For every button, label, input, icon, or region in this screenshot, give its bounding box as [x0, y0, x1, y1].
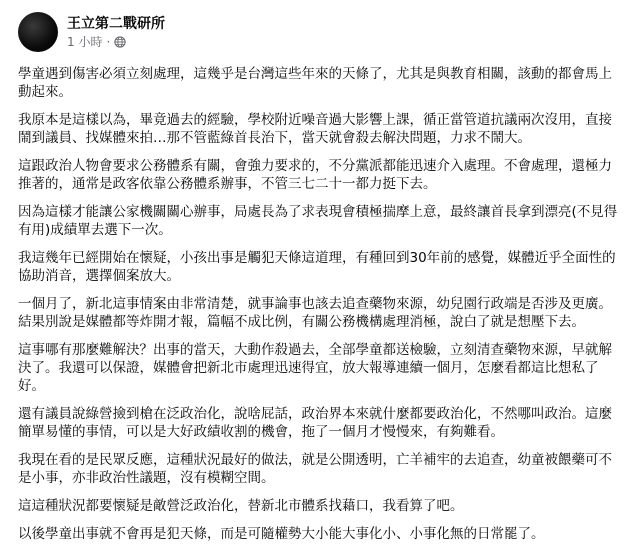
post-paragraph: 因為這樣才能讓公家機關關心辦事，局處長為了求表現會積極揣摩上意，最終讓首長拿到漂亮(不見得有用)成績單去選下一次。 [18, 204, 618, 238]
post-timestamp[interactable]: 1 小時 [67, 34, 103, 49]
post-paragraph: 以後學童出事就不會再是犯天條，而是可隨權勢大小能大事化小、小事化無的日常罷了。 [18, 526, 545, 542]
post-paragraph: 一個月了，新北這事情案由非常清楚，就事論事也該去追查藥物來源，幼兒園行政端是否涉及更廣。結果別說是媒體都等炸開才報，篇幅不成比例，有關公務機構處理消極，說白了就是想壓下去。 [18, 296, 612, 330]
post-paragraph: 我現在看的是民眾反應，這種狀況最好的做法，就是公開透明，亡羊補牢的去追查，幼童被餵藥可不是小事，亦非政治性議題，沒有模糊空間。 [18, 452, 612, 486]
post-paragraph: 我原本是這樣以為，畢竟過去的經驗，學校附近噪音過大影響上課，循正當管道抗議兩次沒用，直接鬧到議員、找媒體來拍…那不管藍綠首長治下，當天就會殺去解決問題，力求不鬧大。 [18, 112, 612, 146]
author-block [67, 15, 165, 50]
post-paragraph: 這這種狀況都要懷疑是敵營泛政治化，替新北市體系找藉口，我看算了吧。 [18, 498, 464, 514]
post-header [18, 10, 625, 54]
post-meta [67, 34, 165, 50]
globe-icon[interactable] [114, 36, 126, 48]
author-avatar[interactable] [18, 12, 58, 52]
author-name[interactable]: 王立第二戰研所 [67, 15, 165, 32]
post-paragraph: 還有議員說綠營撿到槍在泛政治化，說啥屁話，政治界本來就什麼都要政治化，不然哪叫政治。這麼簡單易懂的事情，可以是大好政績收割的機會，拖了一個月才慢慢來，有夠難看。 [18, 406, 612, 440]
post-paragraph: 學童遇到傷害必須立刻處理，這幾乎是台灣這些年來的天條了，尤其是與教育相關，該動的都會馬上動起來。 [18, 66, 612, 100]
post-paragraph: 這事哪有那麼難解決？出事的當天，大動作殺過去，全部學童都送檢驗，立刻清查藥物來源，早就解決了。我還可以保證，媒體會把新北市處理迅速得宜，放大報導連續一個月，怎麼看都這比想私了好。 [18, 342, 612, 394]
post-paragraph: 我這幾年已經開始在懷疑，小孩出事是觸犯天條這道理，有種回到30年前的感覺，媒體近乎全面性的協助消音，選擇個案放大。 [18, 250, 616, 284]
post-body [18, 65, 625, 543]
meta-separator: · [106, 34, 111, 49]
post-paragraph: 這跟政治人物會要求公務體系有關，會強力要求的，不分黨派都能迅速介入處理。不會處理，還極力推著的，通常是政客依靠公務體系辦事，不管三七二十一都力挺下去。 [18, 158, 612, 192]
